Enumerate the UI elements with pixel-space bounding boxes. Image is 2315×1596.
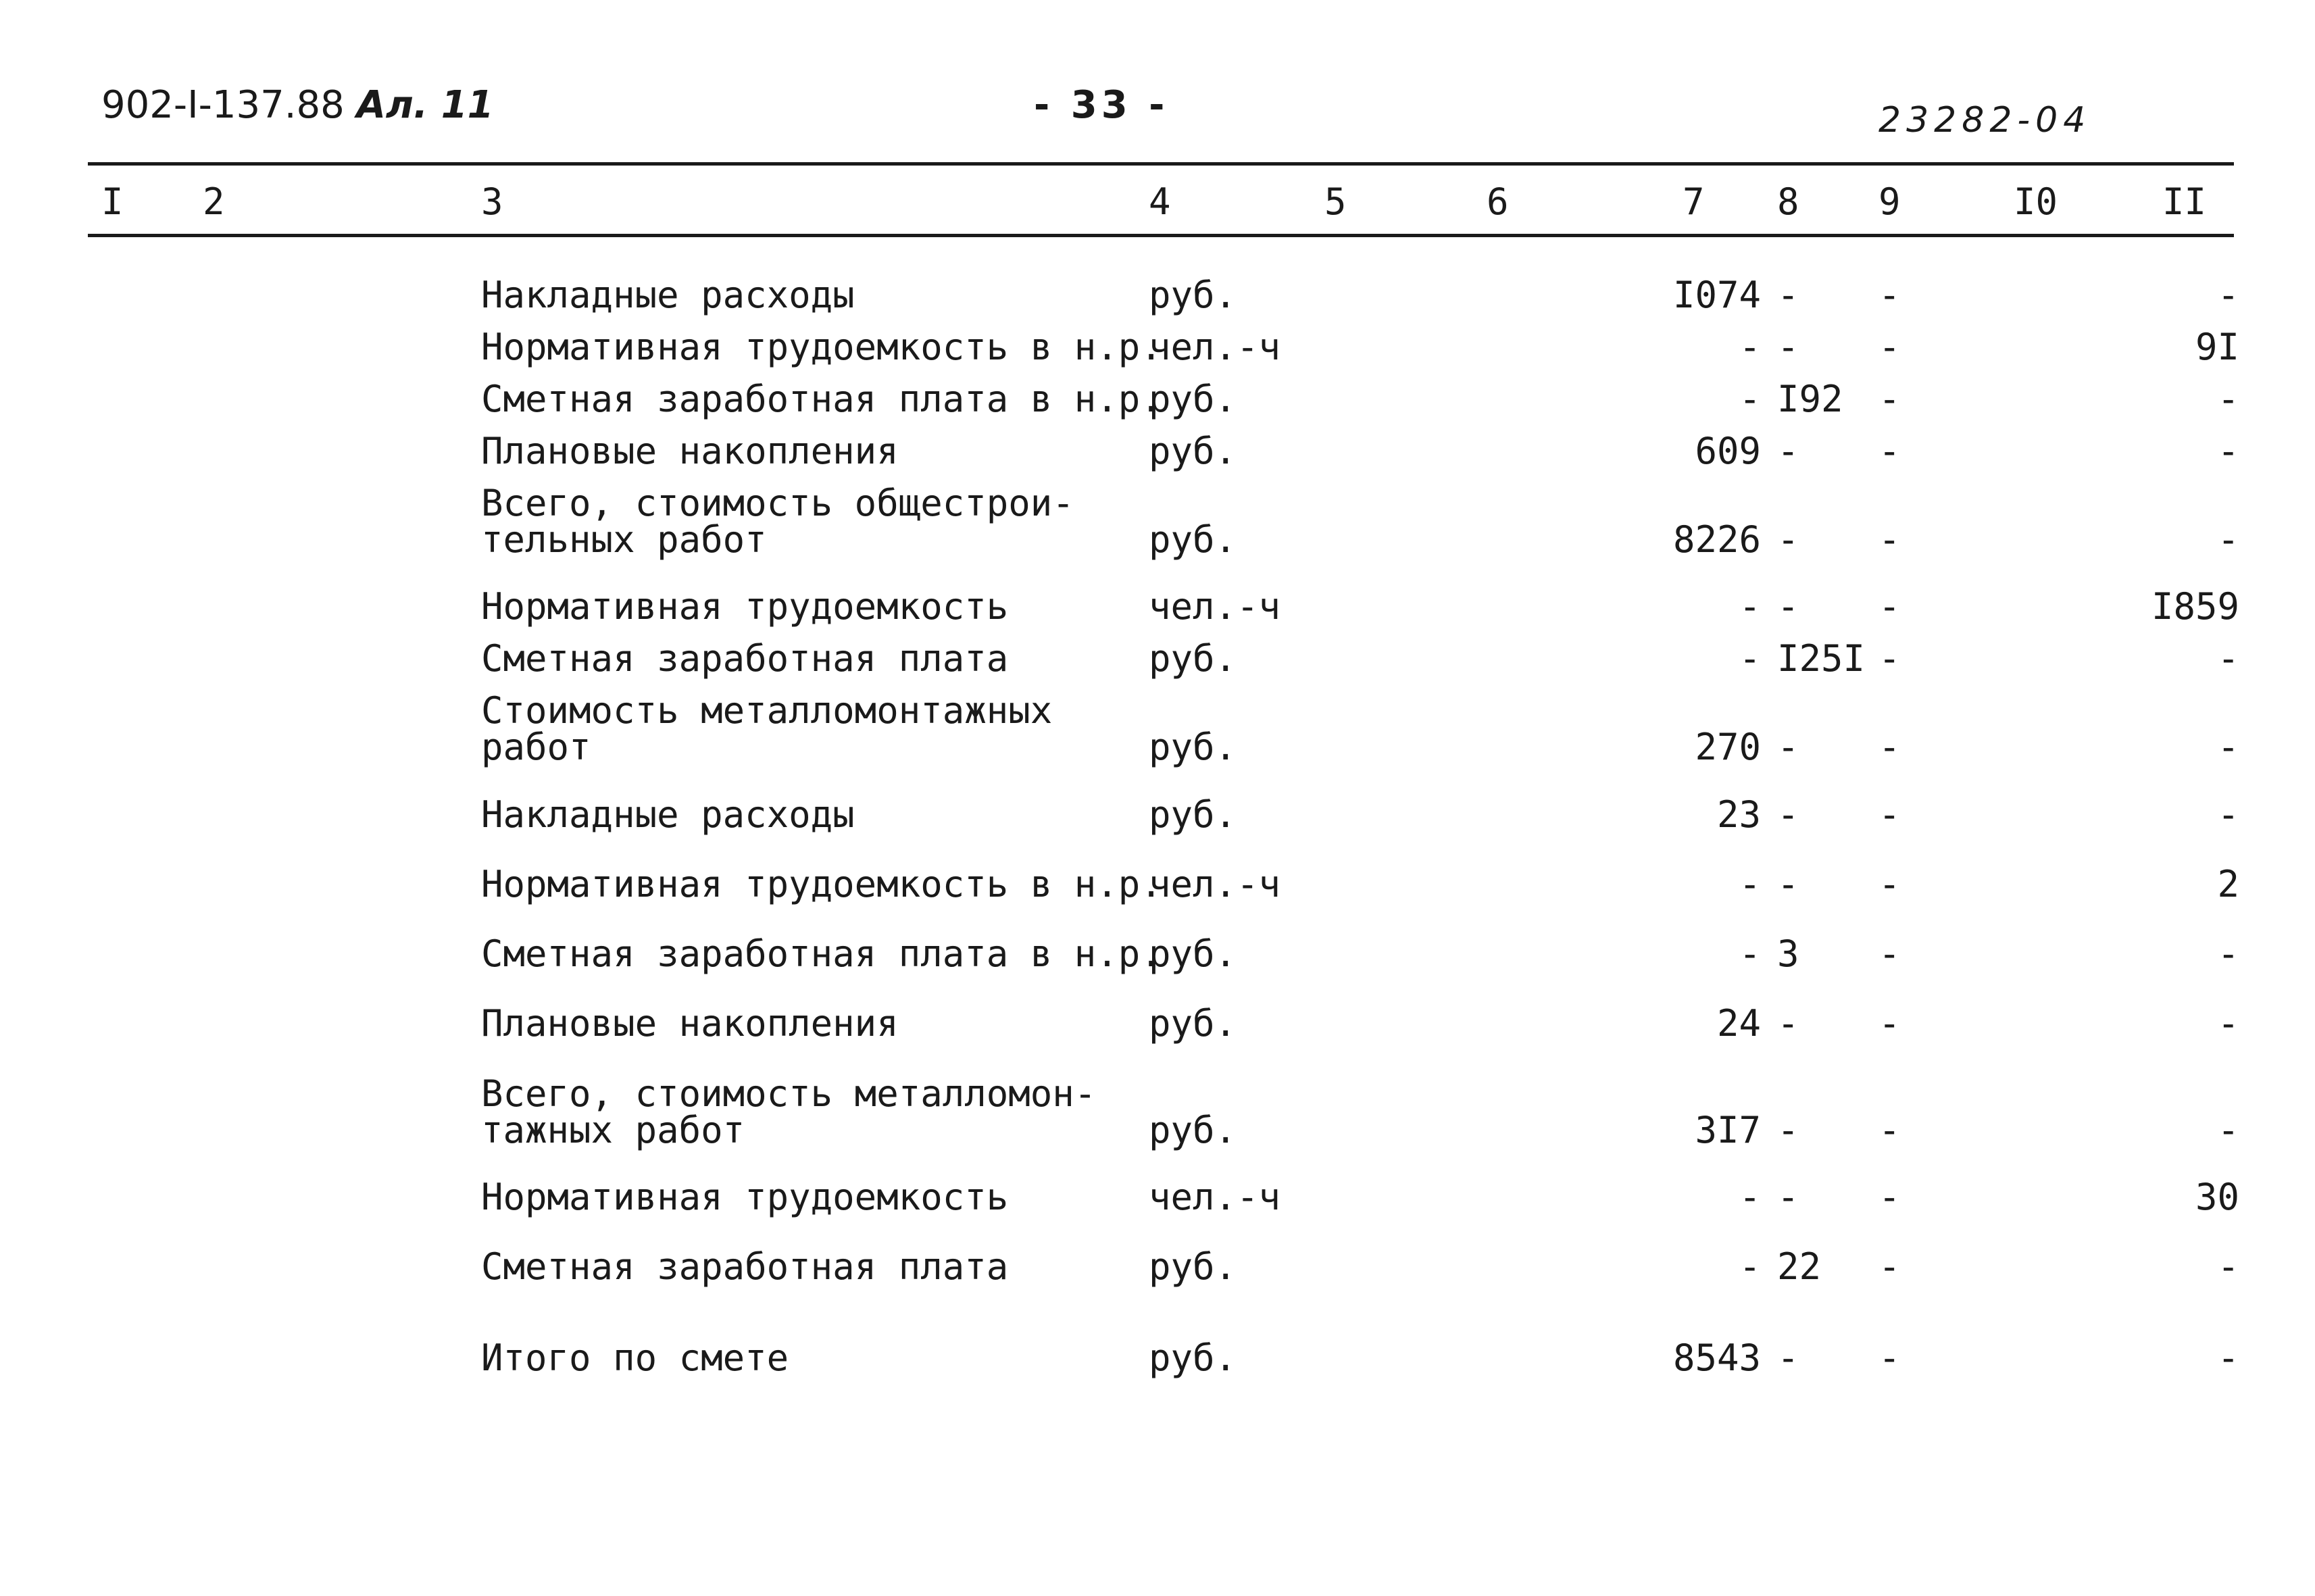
column-header: 8 bbox=[1777, 180, 1799, 223]
value-col-7: - bbox=[1739, 1176, 1761, 1218]
value-col-7: - bbox=[1739, 932, 1761, 975]
value-col-9: - bbox=[1878, 793, 1901, 836]
value-col-11: - bbox=[2217, 726, 2239, 768]
value-col-8: I25I bbox=[1777, 637, 1866, 680]
value-col-8: - bbox=[1777, 863, 1799, 905]
value-col-8: - bbox=[1777, 1109, 1799, 1151]
value-col-9: - bbox=[1878, 326, 1901, 368]
value-col-8: - bbox=[1777, 430, 1799, 472]
column-header: I bbox=[101, 180, 124, 223]
column-header: I0 bbox=[2014, 180, 2058, 223]
inventory-number: 23282-04 bbox=[1878, 100, 2091, 141]
row-description: Нормативная трудоемкость в н.р. bbox=[481, 863, 1162, 905]
value-col-8: - bbox=[1777, 1002, 1799, 1045]
value-col-11: 9I bbox=[2195, 326, 2239, 368]
value-col-9: - bbox=[1878, 274, 1901, 316]
page-number: - 33 - bbox=[1034, 83, 1169, 127]
value-col-11: 30 bbox=[2195, 1176, 2239, 1218]
value-col-11: - bbox=[2217, 378, 2239, 420]
value-col-11: - bbox=[2217, 637, 2239, 680]
value-col-11: - bbox=[2217, 430, 2239, 472]
value-col-7: 3I7 bbox=[1695, 1109, 1761, 1151]
row-description: Плановые накопления bbox=[481, 430, 899, 472]
row-description: Нормативная трудоемкость bbox=[481, 1176, 1009, 1218]
value-col-11: - bbox=[2217, 1109, 2239, 1151]
row-description: Плановые накопления bbox=[481, 1002, 899, 1045]
album-label: Ал. 11 bbox=[356, 83, 494, 127]
row-description: Накладные расходы bbox=[481, 793, 855, 836]
value-col-9: - bbox=[1878, 637, 1901, 680]
value-col-7: - bbox=[1739, 326, 1761, 368]
row-unit: чел.-ч bbox=[1149, 1176, 1281, 1218]
value-col-8: - bbox=[1777, 726, 1799, 768]
value-col-11: 2 bbox=[2217, 863, 2239, 905]
column-header: 3 bbox=[481, 180, 503, 223]
value-col-8: I92 bbox=[1777, 378, 1843, 420]
value-col-7: 8226 bbox=[1672, 518, 1761, 561]
value-col-7: - bbox=[1739, 1245, 1761, 1288]
value-col-9: - bbox=[1878, 1109, 1901, 1151]
value-col-7: - bbox=[1739, 585, 1761, 628]
table-top-rule bbox=[88, 162, 2234, 166]
row-unit: руб. bbox=[1149, 518, 1237, 561]
row-unit: чел.-ч bbox=[1149, 863, 1281, 905]
value-col-9: - bbox=[1878, 932, 1901, 975]
value-col-7: 23 bbox=[1716, 793, 1761, 836]
row-unit: руб. bbox=[1149, 378, 1237, 420]
row-unit: руб. bbox=[1149, 430, 1237, 472]
value-col-7: - bbox=[1739, 863, 1761, 905]
value-col-8: - bbox=[1777, 274, 1799, 316]
column-header: 7 bbox=[1683, 180, 1705, 223]
value-col-8: - bbox=[1777, 326, 1799, 368]
value-col-8: 22 bbox=[1777, 1245, 1822, 1288]
table-header-rule bbox=[88, 234, 2234, 237]
value-col-11: - bbox=[2217, 274, 2239, 316]
value-col-9: - bbox=[1878, 518, 1901, 561]
value-col-7: 8543 bbox=[1672, 1337, 1761, 1379]
value-col-7: - bbox=[1739, 378, 1761, 420]
column-header: II bbox=[2162, 180, 2207, 223]
value-col-9: - bbox=[1878, 726, 1901, 768]
column-header: 5 bbox=[1324, 180, 1347, 223]
row-description: тажных работ bbox=[481, 1109, 745, 1151]
row-unit: руб. bbox=[1149, 1337, 1237, 1379]
value-col-11: - bbox=[2217, 932, 2239, 975]
column-header: 9 bbox=[1878, 180, 1901, 223]
row-unit: чел.-ч bbox=[1149, 585, 1281, 628]
value-col-9: - bbox=[1878, 1245, 1901, 1288]
column-header: 6 bbox=[1487, 180, 1509, 223]
row-unit: чел.-ч bbox=[1149, 326, 1281, 368]
value-col-7: 24 bbox=[1716, 1002, 1761, 1045]
row-description: Сметная заработная плата bbox=[481, 637, 1009, 680]
row-description: тельных работ bbox=[481, 518, 767, 561]
value-col-9: - bbox=[1878, 1337, 1901, 1379]
value-col-9: - bbox=[1878, 430, 1901, 472]
value-col-9: - bbox=[1878, 1176, 1901, 1218]
value-col-9: - bbox=[1878, 378, 1901, 420]
value-col-11: - bbox=[2217, 1245, 2239, 1288]
row-unit: руб. bbox=[1149, 1109, 1237, 1151]
value-col-8: - bbox=[1777, 585, 1799, 628]
value-col-11: - bbox=[2217, 793, 2239, 836]
row-description: Нормативная трудоемкость bbox=[481, 585, 1009, 628]
row-description: Всего, стоимость металломон- bbox=[481, 1072, 1097, 1115]
value-col-8: - bbox=[1777, 793, 1799, 836]
value-col-9: - bbox=[1878, 1002, 1901, 1045]
row-description: Всего, стоимость общестрои- bbox=[481, 482, 1074, 524]
column-header: 2 bbox=[203, 180, 225, 223]
row-description: Итого по смете bbox=[481, 1337, 789, 1379]
document-code bbox=[101, 83, 494, 127]
row-description: Стоимость металломонтажных bbox=[481, 689, 1053, 732]
column-header: 4 bbox=[1149, 180, 1171, 223]
value-col-8: - bbox=[1777, 518, 1799, 561]
value-col-11: - bbox=[2217, 1002, 2239, 1045]
row-unit: руб. bbox=[1149, 726, 1237, 768]
value-col-9: - bbox=[1878, 863, 1901, 905]
value-col-11: - bbox=[2217, 518, 2239, 561]
row-description: Сметная заработная плата в н.р. bbox=[481, 378, 1162, 420]
row-description: Накладные расходы bbox=[481, 274, 855, 316]
value-col-8: 3 bbox=[1777, 932, 1799, 975]
value-col-11: I859 bbox=[2151, 585, 2239, 628]
row-unit: руб. bbox=[1149, 793, 1237, 836]
value-col-8: - bbox=[1777, 1176, 1799, 1218]
value-col-8: - bbox=[1777, 1337, 1799, 1379]
value-col-7: 609 bbox=[1695, 430, 1761, 472]
row-description: Сметная заработная плата bbox=[481, 1245, 1009, 1288]
value-col-7: - bbox=[1739, 637, 1761, 680]
value-col-7: I074 bbox=[1672, 274, 1761, 316]
row-description: работ bbox=[481, 726, 591, 768]
row-unit: руб. bbox=[1149, 932, 1237, 975]
row-description: Нормативная трудоемкость в н.р. bbox=[481, 326, 1162, 368]
document-code-text: 902-I-137.88 bbox=[101, 83, 345, 127]
row-description: Сметная заработная плата в н.р. bbox=[481, 932, 1162, 975]
row-unit: руб. bbox=[1149, 274, 1237, 316]
value-col-9: - bbox=[1878, 585, 1901, 628]
row-unit: руб. bbox=[1149, 1245, 1237, 1288]
value-col-7: 270 bbox=[1695, 726, 1761, 768]
row-unit: руб. bbox=[1149, 637, 1237, 680]
value-col-11: - bbox=[2217, 1337, 2239, 1379]
row-unit: руб. bbox=[1149, 1002, 1237, 1045]
